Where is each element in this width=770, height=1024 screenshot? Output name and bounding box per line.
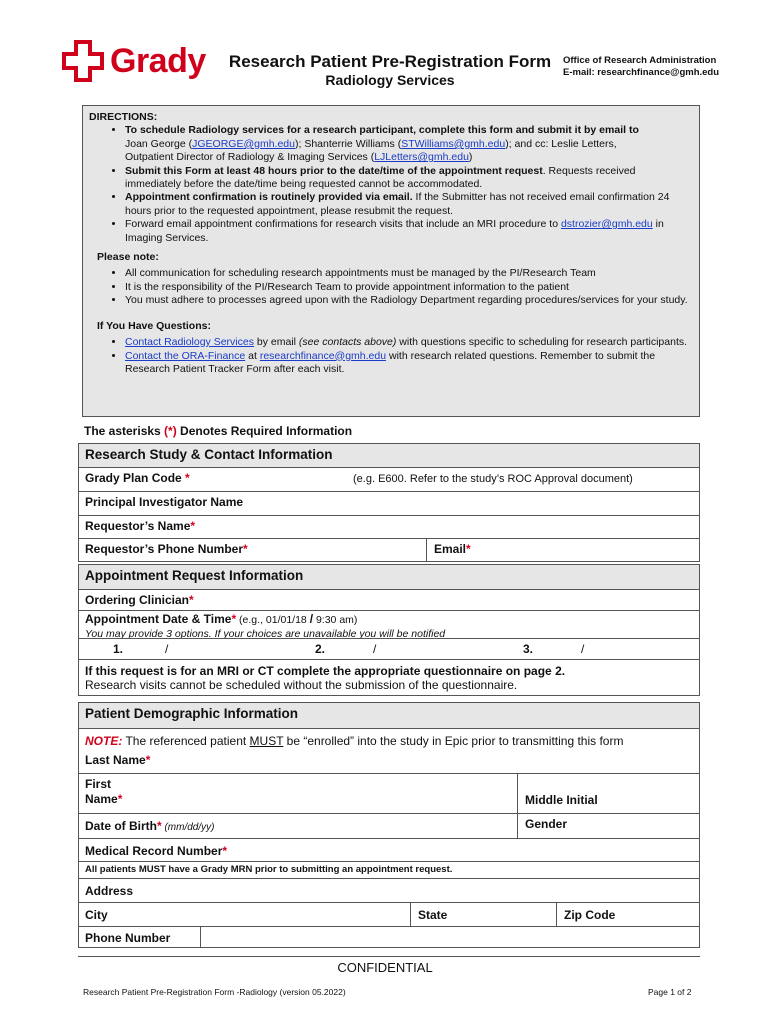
mrn-label <box>79 839 233 861</box>
office-info <box>563 55 719 79</box>
page-number: Page 1 of 2 <box>648 987 692 997</box>
text: with research related questions. Remember to submit the Research Patient Tracker Form after each visit. <box>125 349 656 375</box>
phone-row[interactable] <box>79 926 699 947</box>
direction-bold: Submit this Form at least 48 hours prior to the date/time of the appointment request <box>125 164 543 177</box>
plan-code-label <box>79 468 196 491</box>
directions-box <box>82 105 700 417</box>
option-3-label: 3. <box>523 642 534 656</box>
text: ) <box>468 151 473 164</box>
footer-divider <box>78 956 700 957</box>
text: Email <box>434 542 467 556</box>
notes-list <box>89 267 693 307</box>
address-label: Address <box>85 884 134 898</box>
mrn-note: All patients MUST have a Grady MRN prior to submitting an appointment request. <box>85 864 453 875</box>
option-1-sep: / <box>165 642 169 656</box>
city-label: City <box>85 908 108 922</box>
text: Last Name <box>85 753 146 767</box>
text: Research visits cannot be scheduled without the submission of the questionnaire. <box>85 678 518 692</box>
text: Grady Plan Code <box>85 471 186 485</box>
direction-lead: To schedule Radiology services for a research participant, complete this form and submit it by email to <box>125 124 639 137</box>
first-middle-name-row[interactable] <box>79 773 699 813</box>
option-1-label: 1. <box>113 642 124 656</box>
appointment-section <box>78 564 700 696</box>
requestor-name-row[interactable] <box>79 515 699 538</box>
research-study-section <box>78 443 700 562</box>
section-heading: Appointment Request Information <box>79 565 699 589</box>
text: be “enrolled” into the study in Epic prior to transmitting this form <box>283 734 624 748</box>
researchfinance-email-link[interactable]: researchfinance@gmh.edu <box>259 349 387 362</box>
please-note-heading: Please note: <box>97 251 159 264</box>
jgeorge-email-link[interactable]: JGEORGE@gmh.edu <box>192 137 295 150</box>
text: Requestor’s Phone Number <box>85 542 244 556</box>
divider <box>556 903 557 926</box>
directions-heading: DIRECTIONS: <box>89 111 158 123</box>
text: at <box>245 349 260 362</box>
zip-label: Zip Code <box>564 908 616 922</box>
required-asterisk: * <box>466 542 471 556</box>
text: Date of Birth <box>85 819 157 833</box>
gender-label: Gender <box>525 817 568 831</box>
pi-name-row[interactable] <box>79 491 699 515</box>
text: Ordering Clinician <box>85 593 190 607</box>
plan-code-row[interactable] <box>79 467 699 491</box>
note-item: • All communication for scheduling research appointments must be managed by the PI/Research Team <box>125 267 693 280</box>
text: If the Submitter has not received email confirmation 24 hours prior to the requested appointment, please resubmit the request. <box>125 191 670 217</box>
text: (mm/dd/yy) <box>161 822 215 833</box>
text: Denotes Required Information <box>176 424 353 438</box>
text: / <box>309 612 314 626</box>
required-asterisk: * <box>157 819 162 833</box>
dob-gender-row[interactable] <box>79 813 699 838</box>
divider <box>200 927 201 947</box>
required-asterisk: * <box>190 519 196 533</box>
appointment-date-label <box>79 611 451 638</box>
text: ); and cc: Leslie Letters, <box>505 137 617 150</box>
ordering-clinician-label <box>79 590 200 610</box>
option-3-sep: / <box>581 642 585 656</box>
direction-bold: Appointment confirmation is routinely provided via email. <box>125 191 413 204</box>
contact-radiology-link[interactable]: Contact Radiology Services <box>125 336 254 349</box>
text: ); Shanterrie Williams ( <box>295 137 402 150</box>
divider <box>426 539 427 561</box>
office-name: Office of Research Administration <box>563 55 717 66</box>
text: The asterisks <box>84 424 165 438</box>
phone-email-row[interactable] <box>79 538 699 561</box>
note-label: NOTE: <box>85 734 123 748</box>
section-heading: Patient Demographic Information <box>79 703 699 728</box>
city-state-zip-row[interactable] <box>79 902 699 926</box>
confidential-label: CONFIDENTIAL <box>337 960 433 975</box>
text: First <box>85 777 112 791</box>
text: by email <box>253 336 299 349</box>
text: Joan George ( <box>125 137 193 150</box>
text: Name <box>85 792 118 806</box>
phone-label: Phone Number <box>85 931 171 945</box>
option-2-label: 2. <box>315 642 326 656</box>
text: ) <box>172 424 177 438</box>
ordering-clinician-row[interactable] <box>79 589 699 610</box>
form-title: Research Patient Pre-Registration Form <box>228 52 552 71</box>
direction-item <box>125 124 693 164</box>
mrn-row[interactable] <box>79 838 699 861</box>
dstrozier-email-link[interactable]: dstrozier@gmh.edu <box>560 218 653 231</box>
option-2-sep: / <box>373 642 377 656</box>
dob-label <box>79 814 220 838</box>
requestor-name-label <box>79 516 201 538</box>
text: (e.g., 01/01/18 <box>236 614 310 626</box>
plan-code-hint: (e.g. E600. Refer to the study’s ROC Approval document) <box>353 473 633 485</box>
text: ( <box>164 424 169 438</box>
text: The referenced patient <box>122 734 250 748</box>
question-item <box>125 336 693 349</box>
required-asterisk: * <box>117 792 123 806</box>
last-name-row[interactable] <box>79 750 699 773</box>
text: Outpatient Director of Radiology & Imaging Services ( <box>125 151 375 164</box>
note-item: • You must adhere to processes agreed upon with the Radiology Department regarding procedures/services for your study. <box>125 294 693 307</box>
required-asterisk: * <box>243 542 248 556</box>
mri-ct-notice <box>79 660 571 695</box>
form-version: Research Patient Pre-Registration Form -Radiology (version 05.2022) <box>83 987 346 997</box>
required-asterisk: * <box>189 593 194 607</box>
email-label <box>428 539 477 561</box>
enrollment-note-row <box>79 728 699 750</box>
required-info-note <box>84 424 352 438</box>
grady-cross-icon <box>62 40 104 82</box>
pi-name-label: Principal Investigator Name <box>85 495 244 509</box>
options-note: You may provide 3 options. If your choices are unavailable you will be notified <box>85 628 446 640</box>
text: 9:30 am) <box>313 614 358 626</box>
contact-ora-finance-link[interactable]: Contact the ORA-Finance <box>125 349 246 362</box>
text: If this request is for an MRI or CT complete the appropriate questionnaire on page 2. <box>85 664 566 678</box>
text: . Requests received immediately before the date/time being requested cannot be accommodated. <box>125 164 636 191</box>
required-asterisk: * <box>168 424 173 438</box>
required-asterisk: * <box>145 753 151 767</box>
patient-demographic-section <box>78 702 700 948</box>
middle-initial-label: Middle Initial <box>525 793 598 807</box>
direction-item <box>125 218 693 245</box>
questions-list <box>89 336 693 376</box>
direction-item <box>125 191 693 218</box>
questions-heading: If You Have Questions: <box>97 319 211 332</box>
text: Requestor’s Name <box>85 519 191 533</box>
address-row[interactable] <box>79 878 699 902</box>
logo-text: Grady <box>110 41 206 80</box>
section-heading: Research Study & Contact Information <box>79 444 699 467</box>
divider <box>517 774 518 813</box>
ljletters-email-link[interactable]: LJLetters@gmh.edu <box>374 151 469 164</box>
text: Appointment Date & Time <box>85 612 232 626</box>
appointment-date-row <box>79 610 699 638</box>
text: in Imaging Services. <box>125 218 664 244</box>
form-subtitle: Radiology Services <box>325 72 455 88</box>
enrollment-note <box>79 729 629 750</box>
mri-ct-notice-row <box>79 659 699 695</box>
note-item: • It is the responsibility of the PI/Research Team to provide appointment information to the patient <box>125 281 693 294</box>
text: with questions specific to scheduling for research participants. <box>396 336 688 349</box>
state-label: State <box>418 908 448 922</box>
stwilliams-email-link[interactable]: STWilliams@gmh.edu <box>401 137 506 150</box>
date-options-row[interactable] <box>79 638 699 659</box>
directions-list <box>89 124 693 245</box>
required-asterisk: * <box>231 612 237 626</box>
divider <box>517 814 518 838</box>
question-item <box>125 350 693 377</box>
divider <box>410 903 411 926</box>
text: MUST <box>249 734 284 748</box>
text: Medical Record Number <box>85 844 223 858</box>
text: (see contacts above) <box>298 336 397 349</box>
first-name-label <box>79 774 128 813</box>
text: Forward email appointment confirmations for research visits that include an MRI procedure to <box>125 218 561 231</box>
required-asterisk: * <box>222 844 228 858</box>
direction-item <box>125 165 693 192</box>
last-name-label <box>79 750 156 773</box>
requestor-phone-label <box>79 539 254 561</box>
grady-logo <box>62 38 212 84</box>
mrn-note-row <box>79 861 699 878</box>
office-email: E-mail: researchfinance@gmh.edu <box>563 67 720 78</box>
required-asterisk: * <box>185 471 190 485</box>
